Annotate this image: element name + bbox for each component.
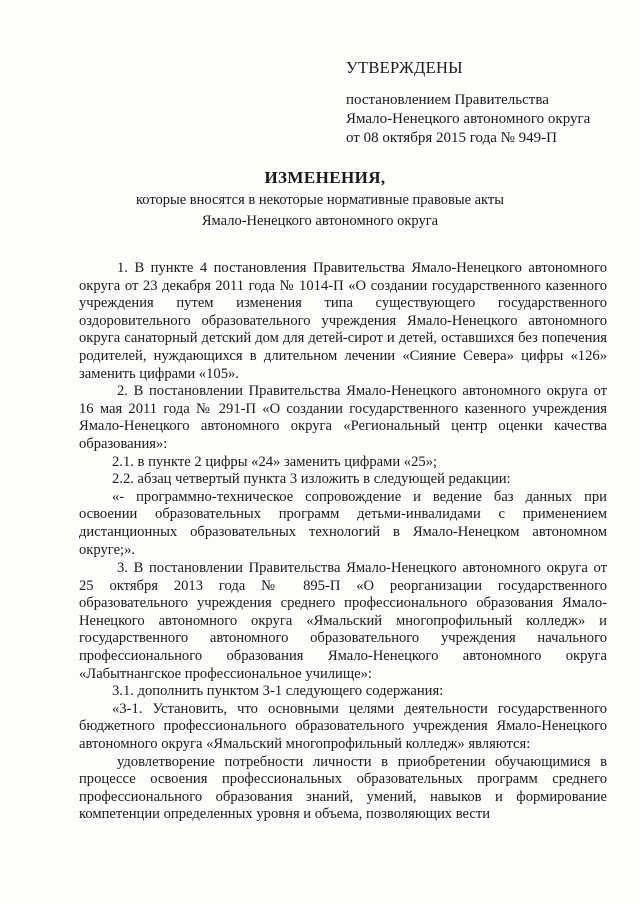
paragraph-2: 2. В постановлении Правительства Ямало-Ненецкого автономного округа от 16 мая 2011 года № 291-П «О создании государственного казенного учреждения Ямало-Ненецкого автономного округа «Региональный центр оценки качества образования»: [79, 383, 607, 452]
approval-line-2: Ямало-Ненецкого автономного округа [346, 111, 591, 127]
document-title-block [0, 168, 640, 230]
document-subtitle-line-2: Ямало-Ненецкого автономного округа [201, 213, 439, 229]
document-title: ИЗМЕНЕНИЯ, [264, 168, 386, 187]
approval-block [346, 58, 626, 148]
paragraph-3-1: 3.1. дополнить пунктом 3-1 следующего содержания: [112, 683, 444, 700]
paragraph-3-1-goal: удовлетворение потребности личности в приобретении обучающимися в процессе освоения профессиональных образовательных программ среднего профессионального образования знаний, умений, навыков и формирование компетенции определенных уровня и объема, позволяющих вести [79, 753, 607, 823]
approval-line-3: от 08 октября 2015 года № 949-П [346, 130, 558, 146]
paragraph-2-2: 2.2. абзац четвертый пункта 3 изложить в следующей редакции: [112, 471, 511, 488]
approval-line-1: постановлением Правительства [346, 92, 549, 108]
document-body [79, 260, 607, 824]
paragraph-3-1-text: «3-1. Установить, что основными целями деятельности государственного бюджетного профессионального образовательного учреждения Ямало-Ненецкого автономного округа «Ямальский многопрофильный колледж» являются: [79, 700, 607, 753]
paragraph-3: 3. В постановлении Правительства Ямало-Ненецкого автономного округа от 25 октября 2013 года № 895-П «О реорганизации государственного образовательного учреждения среднего профессионального образования Ямало-Ненецкого автономного округа «Ямальский многопрофильный колледж» и государственного автономного образовательного учреждения начального профессионального образования Ямало-Ненецкого автономного округа «Лабытнангское профессиональное училище»: [79, 560, 607, 682]
paragraph-1: 1. В пункте 4 постановления Правительства Ямало-Ненецкого автономного округа от 23 декабря 2011 года № 1014-П «О создании государственного казенного учреждения путем изменения типа существующего государственного оздоровительного образовательного учреждения Ямало-Ненецкого автономного округа санаторный детский дом для детей-сирот и детей, оставшихся без попечения родителей, нуждающихся в длительном лечении «Сияние Севера» цифры «126» заменить цифрами «105». [79, 260, 607, 382]
approval-heading: УТВЕРЖДЕНЫ [346, 58, 463, 77]
document-subtitle-line-1: которые вносятся в некоторые нормативные правовые акты [135, 192, 504, 208]
paragraph-2-1: 2.1. в пункте 2 цифры «24» заменить цифрами «25»; [112, 453, 438, 470]
paragraph-2-2-text: «- программно-техническое сопровождение и ведение баз данных при освоении образовательных программ детьми-инвалидами с применением дистанционных образовательных технологий в Ямало-Ненецком автономном округе;». [79, 488, 607, 558]
